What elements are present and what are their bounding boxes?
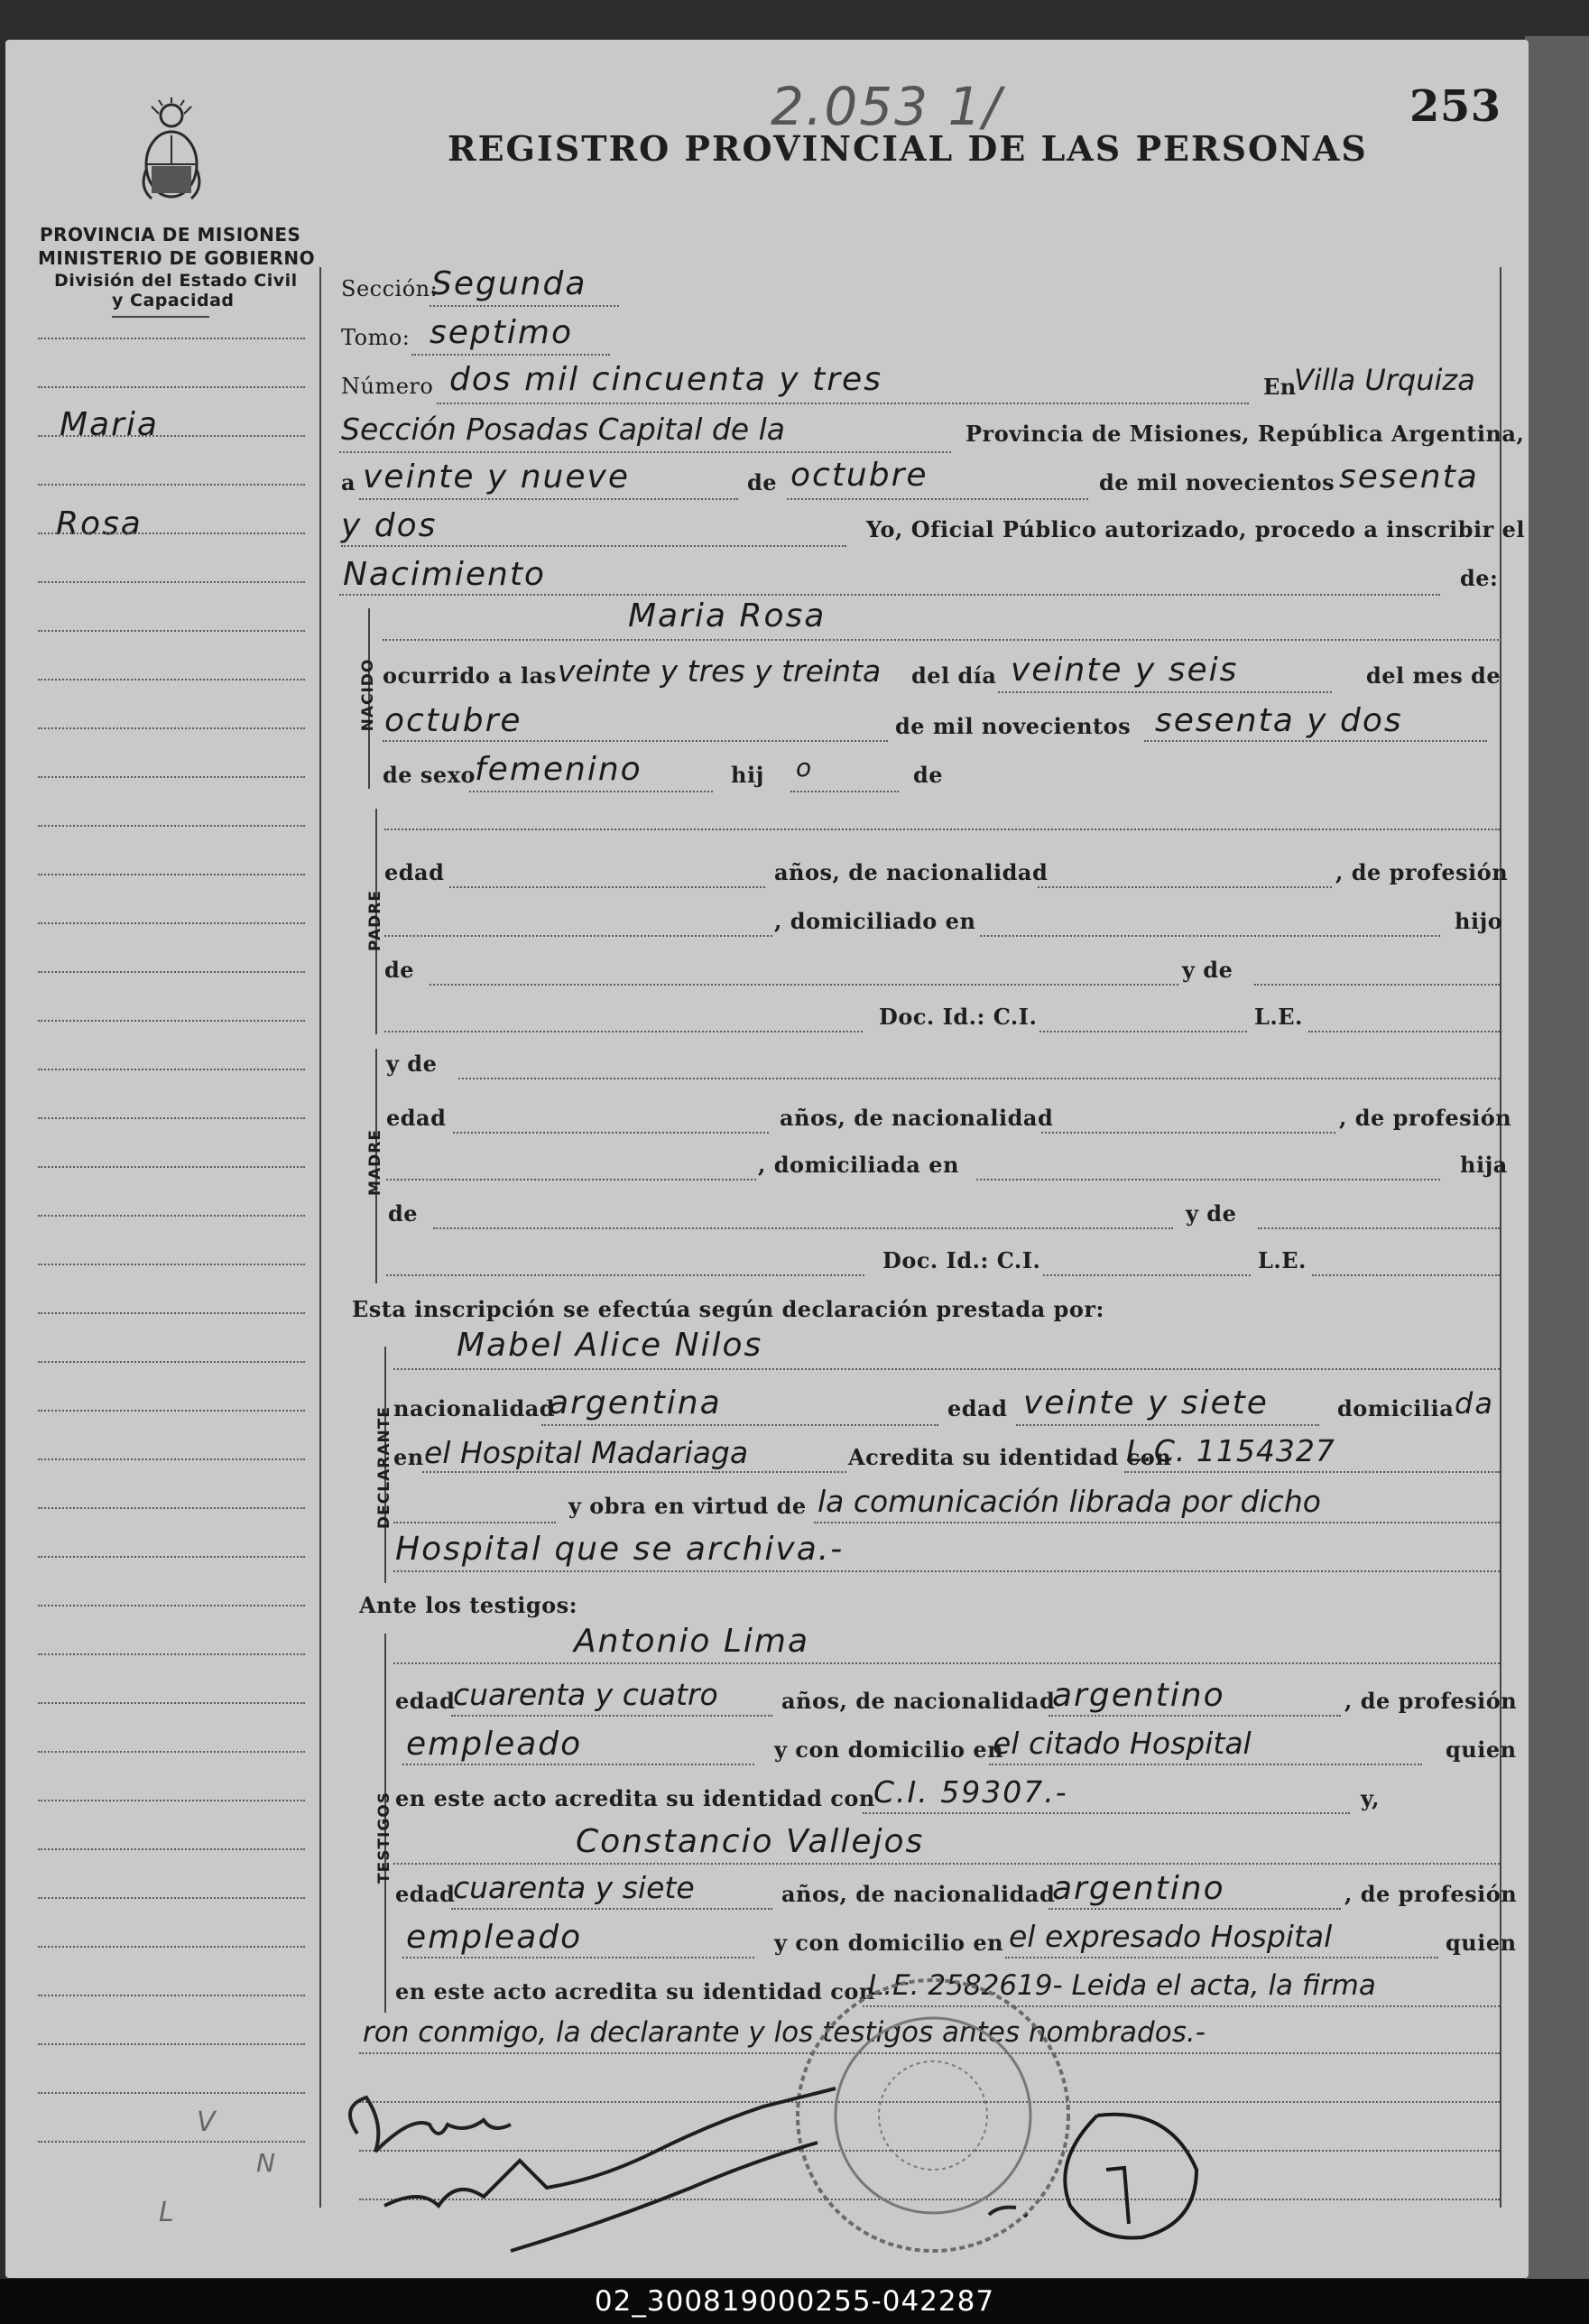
margin-ruled-line xyxy=(38,922,305,924)
page-number: 253 xyxy=(1409,81,1501,132)
anio-value-1: sesenta xyxy=(1339,458,1479,495)
anio-text: de mil novecientos xyxy=(1099,469,1335,495)
ocurrido-label: ocurrido a las xyxy=(383,662,557,689)
madre-profesion-label: , de profesión xyxy=(1339,1105,1512,1131)
testigo1-nombre-line xyxy=(393,1662,1500,1664)
margin-ruled-line xyxy=(38,1751,305,1753)
seccion2-line xyxy=(339,451,951,453)
nacido-de-label: de xyxy=(913,762,944,788)
anio-value-2: y dos xyxy=(341,507,438,544)
margin-ruled-line xyxy=(38,971,305,973)
cierre-text: ron conmigo, la declarante y los testigos antes nombrados.- xyxy=(363,2016,1206,2049)
testigo2-domicilio-label: y con domicilio en xyxy=(774,1930,1004,1956)
declarante-dom-line xyxy=(422,1471,846,1473)
padre-profesion-label: , de profesión xyxy=(1335,859,1509,885)
testigo2-prof-line xyxy=(402,1957,754,1958)
signatures-scrawl xyxy=(330,2070,1305,2296)
margin-separator xyxy=(319,267,321,2208)
margin-name-line-2: Rosa xyxy=(56,505,143,542)
margin-mark-v: V xyxy=(197,2106,217,2138)
testigo1-y-label: y, xyxy=(1361,1785,1381,1811)
margin-ruled-line xyxy=(38,1020,305,1022)
madre-ci-line xyxy=(1043,1274,1251,1276)
del-dia-label: del día xyxy=(911,662,997,689)
madre-yde2-label: y de xyxy=(1186,1200,1237,1227)
registry-sheet xyxy=(5,40,1529,2278)
declarante-virtud2: Hospital que se archiva.- xyxy=(395,1531,845,1568)
nacido-dia-line xyxy=(998,691,1332,693)
org-line-3: División del Estado Civil xyxy=(54,271,298,291)
testigo2-acredita-label: en este acto acredita su identidad con xyxy=(395,1978,875,2005)
madre-le-label: L.E. xyxy=(1258,1247,1307,1273)
margin-ruled-line xyxy=(38,484,305,486)
margin-ruled-line xyxy=(38,338,305,339)
madre-domiciliada-label: , domiciliada en xyxy=(758,1152,959,1178)
testigo2-nac-line xyxy=(1049,1908,1341,1910)
testigo2-dom-line xyxy=(1005,1957,1438,1958)
testigo1-prof-line xyxy=(402,1764,754,1765)
margin-ruled-line xyxy=(38,1800,305,1801)
testigo1-edad: cuarenta y cuatro xyxy=(453,1677,718,1712)
margin-ruled-line xyxy=(38,1069,305,1070)
padre-hijo-label: hijo xyxy=(1455,908,1503,934)
testigo1-domicilio-label: y con domicilio en xyxy=(774,1736,1004,1763)
stamp-number: 2.053 1/ xyxy=(771,76,1002,137)
declarante-nombre-line xyxy=(393,1368,1500,1370)
testigo1-quien-label: quien xyxy=(1446,1736,1517,1763)
declarante-virtud-line xyxy=(814,1522,1500,1523)
declarante-acredita-label: Acredita su identidad con xyxy=(848,1444,1172,1470)
testigo2-profesion: empleado xyxy=(406,1919,583,1956)
seccion-label: Sección: xyxy=(341,276,439,301)
seccion-value: Segunda xyxy=(431,265,587,302)
testigo2-edad: cuarenta y siete xyxy=(453,1870,695,1905)
argentina-coat-of-arms-icon xyxy=(139,97,204,208)
declarante-nacionalidad-label: nacionalidad xyxy=(393,1395,556,1421)
testigo1-edad-line xyxy=(451,1715,772,1717)
margin-ruled-line xyxy=(38,1361,305,1363)
margin-ruled-line xyxy=(38,1653,305,1655)
madre-yde2-line xyxy=(1258,1227,1500,1229)
testigo2-edad-line xyxy=(451,1908,772,1910)
testigo2-nombre: Constancio Vallejos xyxy=(576,1823,925,1860)
margin-ruled-line xyxy=(38,727,305,729)
nacido-anio-line xyxy=(1144,740,1487,742)
margin-ruled-line xyxy=(38,874,305,875)
hij-label: hij xyxy=(731,762,764,788)
declarante-edad-label: edad xyxy=(947,1395,1008,1421)
provincia-text: Provincia de Misiones, República Argentina, xyxy=(965,421,1525,447)
numero-line xyxy=(437,403,1249,404)
testigo1-profesion-label: , de profesión xyxy=(1344,1688,1518,1714)
anio2-line xyxy=(341,545,846,547)
margin-ruled-line xyxy=(38,1458,305,1460)
declarante-nacionalidad: argentina xyxy=(549,1384,722,1421)
margin-ruled-line xyxy=(38,825,305,827)
mes-line xyxy=(787,498,1088,500)
hij-suffix: o xyxy=(796,753,814,782)
margin-ruled-line xyxy=(38,1605,305,1606)
testigo1-nombre: Antonio Lima xyxy=(574,1623,810,1660)
margin-ruled-line xyxy=(38,1215,305,1217)
margin-ruled-line xyxy=(38,1848,305,1850)
org-underline xyxy=(112,316,209,318)
testigo1-dom-line xyxy=(989,1764,1422,1765)
org-line-2: MINISTERIO DE GOBIERNO xyxy=(38,247,316,269)
madre-prof-line xyxy=(386,1179,756,1181)
margin-ruled-line xyxy=(38,1507,305,1509)
declarante-domicilio: el Hospital Madariaga xyxy=(424,1435,749,1470)
testigos-tag: TESTIGOS xyxy=(375,1791,393,1884)
margin-ruled-line xyxy=(38,1410,305,1412)
nacido-nombre: Maria Rosa xyxy=(628,597,827,634)
madre-yde-label: y de xyxy=(386,1051,438,1077)
testigos-intro: Ante los testigos: xyxy=(359,1592,578,1618)
testigo1-identidad: C.I. 59307.- xyxy=(873,1774,1068,1810)
declarante-obra-line-pre xyxy=(393,1522,556,1523)
padre-ci-line xyxy=(1039,1031,1247,1032)
madre-docid-label: Doc. Id.: C.I. xyxy=(882,1247,1041,1273)
nacido-tag: NACIDO xyxy=(359,658,377,732)
margin-name-line-1: Maria xyxy=(60,406,159,443)
padre-le-label: L.E. xyxy=(1254,1004,1303,1030)
testigo1-id-line xyxy=(863,1812,1350,1814)
madre-de-label: de xyxy=(388,1200,419,1227)
org-line-4: y Capacidad xyxy=(112,291,235,310)
margin-mark-n: N xyxy=(256,2148,277,2178)
book-cover-edge xyxy=(1525,36,1589,2279)
tomo-value: septimo xyxy=(430,314,573,351)
testigo2-anios-label: años, de nacionalidad xyxy=(781,1881,1056,1907)
margin-ruled-line xyxy=(38,776,305,778)
madre-le-line xyxy=(1312,1274,1500,1276)
padre-dom-line xyxy=(980,935,1440,937)
madre-doc-line-1 xyxy=(386,1274,864,1276)
margin-ruled-line xyxy=(38,1946,305,1948)
declarante-edad: veinte y siete xyxy=(1023,1384,1269,1421)
madre-de-line xyxy=(433,1227,1173,1229)
testigo1-nac-line xyxy=(1049,1715,1341,1717)
declarante-virtud2-line xyxy=(393,1570,1500,1572)
margin-ruled-line xyxy=(38,1556,305,1558)
nacido-dia-value: veinte y seis xyxy=(1011,652,1239,689)
lugar-value: Villa Urquiza xyxy=(1294,363,1475,397)
testigo1-acredita-label: en este acto acredita su identidad con xyxy=(395,1785,875,1811)
declarante-id-line xyxy=(1124,1471,1500,1473)
padre-yde-label: y de xyxy=(1182,957,1233,983)
nacido-nombre-line xyxy=(383,639,1501,641)
padre-prof-line xyxy=(384,935,772,937)
oficial-text: Yo, Oficial Público autorizado, procedo a inscribir el xyxy=(866,516,1525,542)
margin-ruled-line xyxy=(38,2141,305,2143)
declarante-tag: DECLARANTE xyxy=(375,1406,393,1529)
mes-value: octubre xyxy=(790,457,928,494)
testigo1-profesion: empleado xyxy=(406,1726,583,1763)
a-label: a xyxy=(341,469,356,495)
sexo-line xyxy=(469,791,713,792)
margin-ruled-line xyxy=(38,1166,305,1168)
padre-nac-line xyxy=(1038,886,1332,888)
dia-line xyxy=(359,498,738,500)
testigo2-nombre-line xyxy=(393,1863,1500,1865)
seccion2-value: Sección Posadas Capital de la xyxy=(341,412,785,447)
testigo1-anios-label: años, de nacionalidad xyxy=(781,1688,1056,1714)
margin-ruled-line xyxy=(38,581,305,583)
en-label: En xyxy=(1263,374,1297,400)
hora-value: veinte y tres y treinta xyxy=(558,653,882,689)
margin-ruled-line xyxy=(38,435,305,437)
scan-id-footer: 02_300819000255-042287 xyxy=(0,2279,1589,2324)
nacido-anio-value: sesenta y dos xyxy=(1155,702,1403,739)
madre-hija-label: hija xyxy=(1460,1152,1508,1178)
margin-ruled-line xyxy=(38,2043,305,2045)
dia-value: veinte y nueve xyxy=(363,458,630,495)
declarante-nac-line xyxy=(541,1424,938,1426)
padre-tag: PADRE xyxy=(366,890,384,951)
testigo2-nacionalidad: argentino xyxy=(1052,1870,1225,1907)
declarante-domicilia-label: domicilia xyxy=(1337,1395,1455,1421)
right-border xyxy=(1500,267,1501,2208)
tipo-value: Nacimiento xyxy=(343,556,546,593)
margin-ruled-line xyxy=(38,1117,305,1119)
margin-ruled-line xyxy=(38,1897,305,1899)
margin-ruled-line xyxy=(38,1312,305,1314)
testigo2-identidad: L.E. 2582619- Leida el acta, la firma xyxy=(868,1969,1376,2002)
numero-value: dos mil cincuenta y tres xyxy=(449,361,882,398)
padre-domiciliado-label: , domiciliado en xyxy=(774,908,976,934)
declarante-edad-line xyxy=(1016,1424,1319,1426)
padre-edad-line xyxy=(449,886,765,888)
padre-docid-label: Doc. Id.: C.I. xyxy=(879,1004,1038,1030)
declarante-virtud: la comunicación librada por dicho xyxy=(818,1484,1321,1519)
numero-label: Número xyxy=(341,374,434,399)
org-line-1: PROVINCIA DE MISIONES xyxy=(40,224,301,245)
madre-nac-line xyxy=(1041,1132,1335,1134)
madre-tag: MADRE xyxy=(366,1129,384,1196)
nacido-mes-line xyxy=(383,740,888,742)
testigo2-edad-label: edad xyxy=(395,1881,456,1907)
testigo2-profesion-label: , de profesión xyxy=(1344,1881,1518,1907)
testigo1-domicilio: el citado Hospital xyxy=(993,1726,1252,1761)
madre-dom-line xyxy=(976,1179,1440,1181)
sexo-value: femenino xyxy=(475,751,642,788)
tipo-line xyxy=(339,594,1440,596)
margin-mark-l: L xyxy=(159,2197,176,2228)
margin-ruled-line xyxy=(38,2092,305,2094)
testigo1-edad-label: edad xyxy=(395,1688,456,1714)
declarante-domicilia-suffix: da xyxy=(1455,1386,1494,1421)
padre-de-label: de xyxy=(384,957,415,983)
declarante-identidad: L.C. 1154327 xyxy=(1126,1433,1335,1468)
tomo-line xyxy=(411,354,610,356)
declarante-obra-label: y obra en virtud de xyxy=(568,1493,807,1519)
padre-le-line xyxy=(1308,1031,1500,1032)
padre-name-line xyxy=(384,829,1500,830)
hij-line xyxy=(790,791,899,792)
madre-yde-line xyxy=(458,1078,1500,1079)
declarante-en-label: en xyxy=(393,1444,424,1470)
madre-anios-label: años, de nacionalidad xyxy=(780,1105,1054,1131)
testigo2-quien-label: quien xyxy=(1446,1930,1517,1956)
margin-ruled-line xyxy=(38,386,305,388)
margin-ruled-line xyxy=(38,532,305,534)
madre-edad-line xyxy=(453,1132,769,1134)
padre-doc-line-1 xyxy=(384,1031,863,1032)
nacido-anio-label: de mil novecientos xyxy=(895,713,1132,739)
padre-edad-label: edad xyxy=(384,859,445,885)
margin-ruled-line xyxy=(38,679,305,681)
margin-ruled-line xyxy=(38,630,305,632)
padre-anios-label: años, de nacionalidad xyxy=(774,859,1049,885)
page-title: REGISTRO PROVINCIAL DE LAS PERSONAS xyxy=(448,128,1368,169)
testigo1-nacionalidad: argentino xyxy=(1052,1677,1225,1714)
seccion-line xyxy=(430,305,619,307)
madre-edad-label: edad xyxy=(386,1105,447,1131)
de-label: de xyxy=(747,469,778,495)
testigo2-domicilio: el expresado Hospital xyxy=(1009,1919,1333,1954)
margin-ruled-line xyxy=(38,1995,305,1996)
padre-de-line xyxy=(430,984,1178,986)
margin-ruled-line xyxy=(38,1264,305,1265)
padre-yde-line xyxy=(1254,984,1500,986)
de-colon-label: de: xyxy=(1460,565,1499,591)
del-mes-label: del mes de xyxy=(1366,662,1501,689)
sexo-label: de sexo xyxy=(383,762,476,788)
nacido-mes-value: octubre xyxy=(384,702,522,739)
declarante-nombre: Mabel Alice Nilos xyxy=(457,1327,763,1364)
declarante-intro: Esta inscripción se efectúa según declaración prestada por: xyxy=(352,1296,1104,1322)
tomo-label: Tomo: xyxy=(341,325,411,350)
margin-ruled-line xyxy=(38,1702,305,1704)
